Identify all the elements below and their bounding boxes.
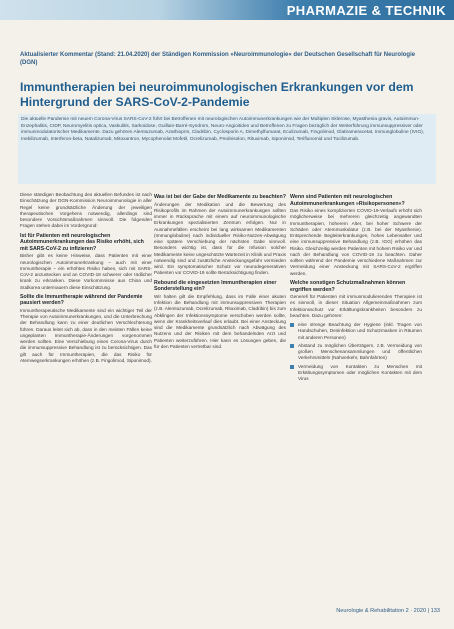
section-title: PHARMAZIE & TECHNIK — [286, 3, 446, 18]
col1-heading-1: Ist für Patienten mit neurologischen Autoimmunerkrankungen das Risiko erhöht, sich mit SARS-CoV-2 zu infizieren? — [20, 232, 144, 252]
col3-heading-2: Welche sonstigen Schutzmaßnahmen können ergriffen werden? — [290, 279, 406, 293]
intro-box: Die aktuelle Pandemie mit neuem Corona-Virus SARS-CoV-2 führt bei Betroffenen mit neurologischen Autoimmunerkrankungen wie der Multiplen Sklerose, Myasthenia gravis, Autoimmun-Enzephalitis, CIDP, Neuromyelitis optica, Vaskulitis, Sarkoidose, Guillain-Barré-Syndrom, Neuro-Angioitiden und Betroffenen zu Fragen bezüglich der Weiterführung immunsuppressiver oder immunmodulatorischer Medikamente. Dazu gehören Alemtuzumab, Azathioprin, Cladribin, Cyclosporin A, Dimethylfumarat, Eculizumab, Fingolimod, Glatirameracetat, Immunglobuline (IVIG), Inebilizumab, Interferon-beta, Natalizumab, Mitoxantron, Mycophenolat Mofetil, Ocrelizumab, Prednisolon, Rituximab, Siponimod, Teriflunomid und Tocilizumab. — [18, 114, 436, 184]
section-header-band — [0, 0, 454, 20]
column-2 — [154, 192, 286, 353]
col1-paragraph-3: Immuntherapeutische Medikamente sind ein wichtiger Teil der Therapie von Autoimmunerkrankungen, und die Unterbrechung der Behandlung kann zu einer deutlichen Verschlechterung führen. Daraus leitet sich ab, dass in den meisten Fällen keine ungeplanten Immuntherapie-Änderungen vorgenommen werden sollten. Eine Verschiebung eines Corona-Virus durch die immunsuppressive Behandlung ist zu berücksichtigen. Das gilt auch für Immuntherapien, die das Risiko für Atemwegserkrankungen erhöhen (z.B. Fingolimod, Siponimod). — [20, 307, 152, 363]
col3-paragraph-1: Das Risiko eines komplizierten COVID-19-Verlaufs erhöht sich möglicherweise bei mehreren gleichzeitig angewandten Immuntherapien, höherem Alter, bei hoher Schwere der Schäden oder Atemmuskulatur (z.B. bei der Myasthenie). Entsprechende Begleiterkrankungen, hohes Lebensalter und eine immunsuppressive Behandlung (z.B. IGG) erhöhen das Risiko. Gleichzeitig werden Patienten mit hohem Risiko vor und nach der Behandlung von COVID-19 zu beachten. Daher sollten während der Pandemie verschiedene Maßnahmen zur Vermeidung einer Ansteckung mit SARS-CoV-2 ergriffen werden. — [290, 208, 422, 276]
column-3 — [290, 192, 422, 384]
col1-paragraph-1: Diese ständigen Beobachtung des aktuellen Befundes ist nach Einschätzung der DGN-Kommission Neuroimmunologie in aller Regel keine grundsätzliche Änderung der jeweiligen therapeutischen Vorgehens notwendig, allerdings sind besondere Vorsichtsmaßnahmen sinnvoll. Die folgenden Fragen stehen dabei im Vordergrund: — [20, 192, 152, 229]
col2-paragraph-2: Wir halten gilt die Empfehlung, dass im Falle einer akuten Infektion die Behandlung mit immunsuppressiven Therapien (z.B. Alemtuzumab, Ocrelizumab, Rituximab, Cladribin) bis zum Abklingen der Infektionssymptome verschoben werden sollte, wenn der Krankheitsverlauf dies erlaubt. Bei einer Ansteckung sind die Medikamente grundsätzlich nach Abwägung des Nutzens und der Risiken mit dem behandelnden Arzt und Patienten weiterzuführen. Hier kann es Lösungen geben, die für den Patienten vertretbar sind. — [154, 293, 286, 349]
protection-list-item: Vermeidung von Kontakten zu Menschen mit Erkältungssymptomen oder möglichen Kontakten mit dem Virus — [290, 364, 422, 383]
page-footer: Neurologie & Rehabilitation 2 · 2020 | 133 — [336, 608, 440, 614]
col3-heading-1: Wenn sind Patienten mit neurologischen Autoimmunerkrankungen »Risikopersonen«? — [290, 194, 405, 207]
col1-heading-2: Sollte die Immuntherapie während der Pandemie pausiert werden? — [20, 293, 143, 307]
article-title: Immuntherapien bei neuroimmunologischen Erkrankungen vor dem Hintergrund der SARS-CoV-2-Pandemie — [20, 80, 414, 109]
col2-heading-1: Was ist bei der Gabe der Medikamente zu beachten? — [154, 194, 286, 200]
protection-list-item: eine strenge Beachtung der Hygiene (inkl. Tragen von Handschuhen, Desinfektion und Schutzmasken in Räumen mit anderen Personen) — [290, 322, 422, 341]
protection-list — [290, 322, 422, 382]
col1-paragraph-2: Bisher gibt es keine Hinweise, dass Patienten mit einer neurologischen Autoimmunerkrankung – auch mit einer Immuntherapie – ein erhöhtes Risiko haben, sich mit SARS-CoV-2 anzustecken und an COVID-19 schwerer oder tödlicher krank zu erkranken. Diese Vorkommnisse aus China und Südkorea untermauern diese Einschätzung. — [20, 253, 152, 290]
col2-paragraph-1: Änderungen der Medikation und die Bewertung des Risikoprofils im Rahmen der Autoimmunerkrankungen sollten immer in Rücksprache mit einem auf neuroimmunologische Erkrankungen spezialisierten Zentrum erfolgen. Nur in Ausnahmefällen erscheint bei lang wirksamen Medikamenten (Immunglobuline) nach individueller Risiko-Nutzen-Abwägung eine spätere Verschiebung der nächsten Gabe sinnvoll. Besonders wichtig ist, dass für die Infusion solcher Medikamente keine ungeschützte Wartezeit in Klinik und Praxis notwendig sind und zusätzliche Ansteckungsgefahr vermieden wird. Ein symptomatischer Schutz vor neurodegenerativen Patienten vor COVID-19 sollte Berücksichtigung finden. — [154, 201, 286, 276]
commentary-label: Aktualisierter Kommentar (Stand: 21.04.2020) der Ständigen Kommission »Neuroimmunologie« der Deutschen Gesellschaft für Neurologie (DGN) — [20, 52, 416, 66]
col3-paragraph-2: Generell für Patienten mit immunmodulierenden Therapien ist es sinnvoll, in dieser Situation Allgemeinmaßnahmen zum Infektionsschutz vor Erkältungskrankheiten besonders zu beachten. Dazu gehören: — [290, 294, 422, 318]
col2-heading-2: Rebound die eingesetzten Immuntherapien einer Sonderstellung ein? — [154, 279, 277, 293]
protection-list-item: Abstand zu möglichen Überträgern, z.B. Vermeidung von großen Menschenansammlungen und öffentlichen Verkehrsmitteln (Nahverkehr, Bahnfahrten) — [290, 343, 422, 362]
column-1 — [20, 192, 152, 367]
